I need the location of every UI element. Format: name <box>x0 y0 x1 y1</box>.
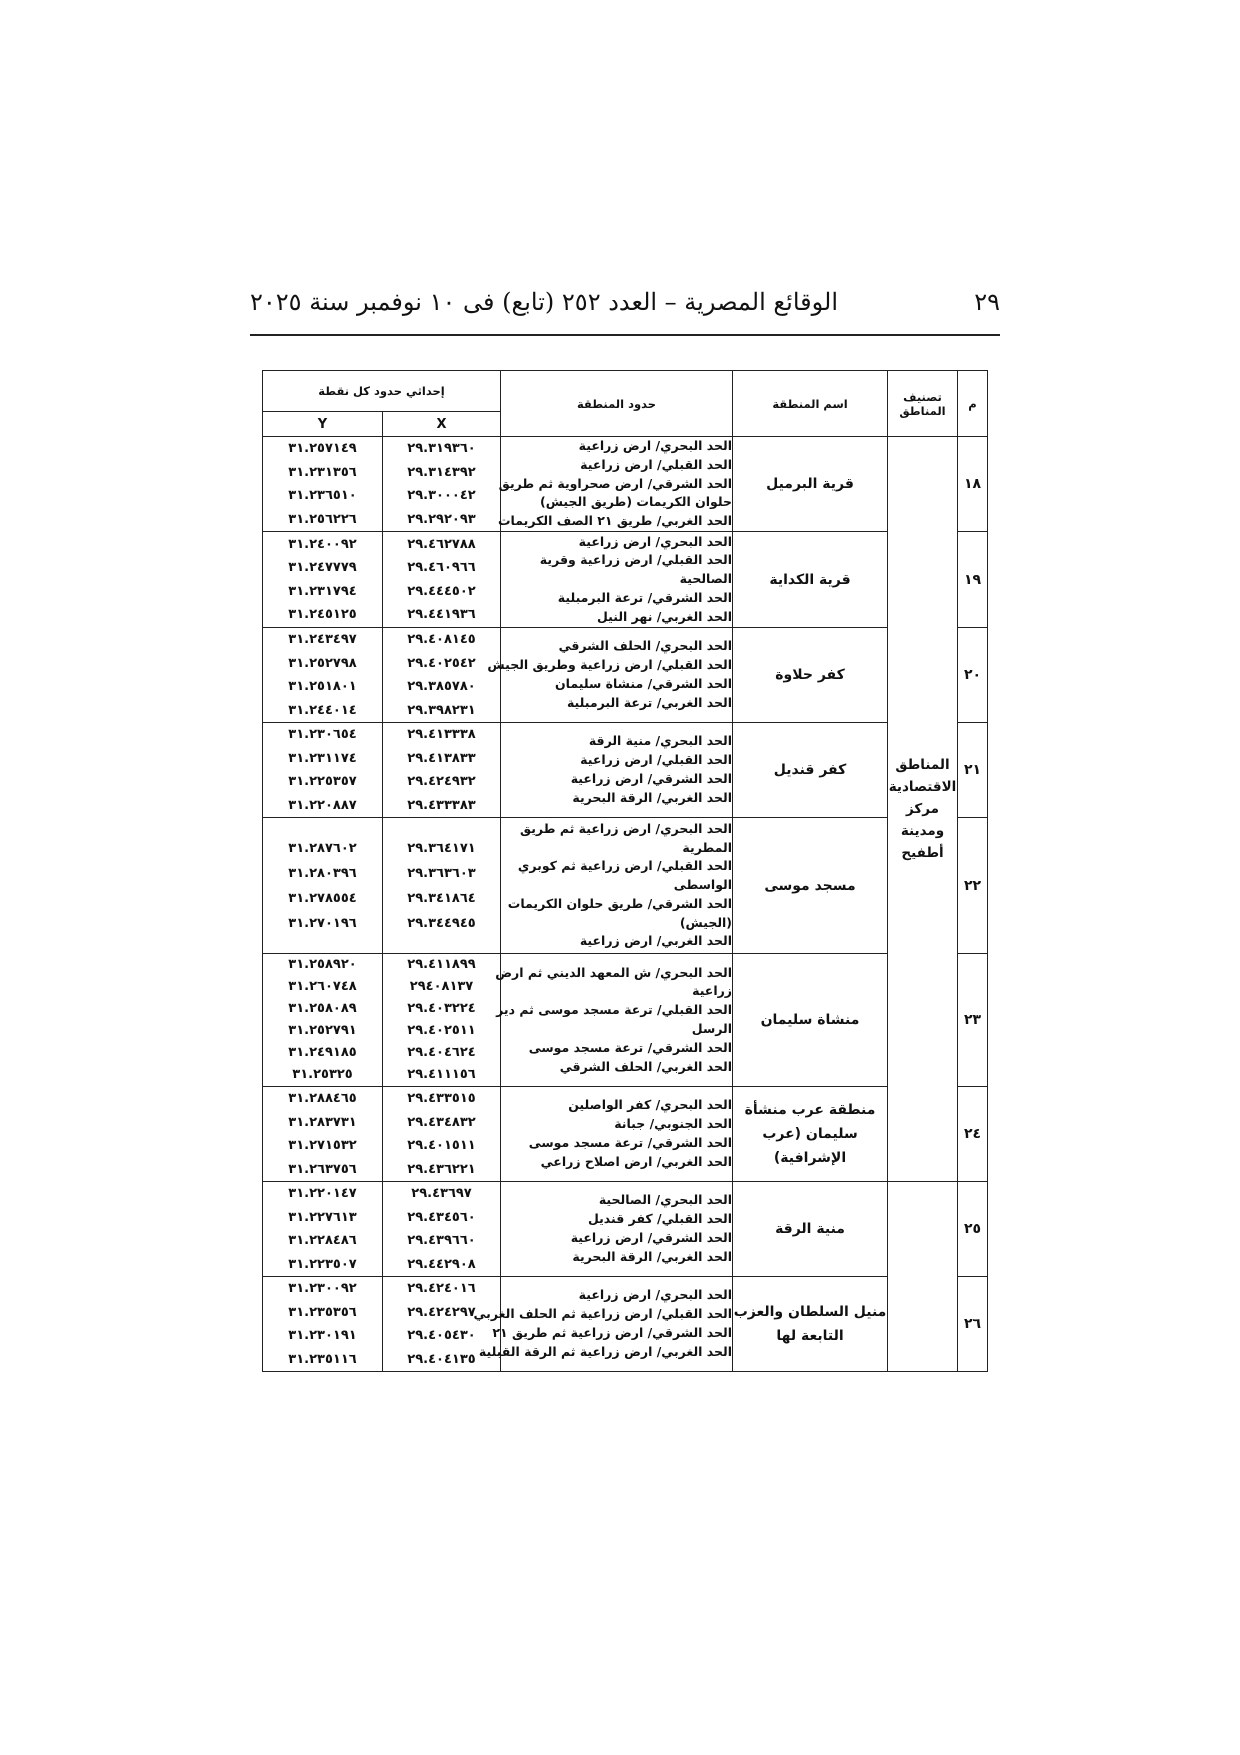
boundary-line: الحد الشرقي/ منشاة سليمان <box>555 676 733 691</box>
boundary-line: الحد القبلي/ ترعة مسجد موسى ثم دير <box>496 1002 733 1018</box>
header-coordinates: إحداثي حدود كل نقطة <box>263 371 501 412</box>
boundary-line: الحد البحري/ ارض زراعية <box>578 438 733 453</box>
area-name: منية الرقة <box>733 1182 888 1277</box>
y-value: ٣١.٢٥١٨٠١ <box>288 679 357 694</box>
table-body <box>263 437 988 1372</box>
boundary-line: الحد البحري/ منية الرقة <box>588 733 733 749</box>
row-number: ٢٥ <box>958 1182 988 1277</box>
x-value: ٢٩.٤٣٣٥١٥ <box>407 1091 476 1106</box>
boundary-line: حلوان الكريمات (طريق الجيش) <box>540 494 733 510</box>
table-row <box>263 437 988 532</box>
header-area-name: اسم المنطقة <box>733 371 888 437</box>
boundary-line: الحد البحري/ ارض زراعية <box>578 1287 733 1303</box>
boundary-line: الحد الشرقي/ ترعة مسجد موسى <box>528 1135 733 1150</box>
x-value: ٢٩.٤٣٦٩٧ <box>411 1186 472 1201</box>
x-value: ٢٩.٤٦٠٩٦٦ <box>407 560 476 575</box>
boundary-line: الحد الغربي/ ترعة البرمبلية <box>566 694 733 710</box>
x-value: ٢٩.٤٠٢٥٤٢ <box>407 655 476 671</box>
x-coordinates <box>383 1087 501 1182</box>
page-header <box>250 282 1000 322</box>
y-value: ٣١.٢٢٠١٤٧ <box>288 1186 357 1201</box>
y-value: ٣١.٢٢٧٦١٣ <box>288 1209 357 1225</box>
header-x: X <box>383 412 501 437</box>
y-value: ٣١.٢٣١١٧٤ <box>288 750 357 766</box>
row-number: ٢٢ <box>958 818 988 954</box>
boundary-line: الحد الشرقي/ ترعة البرمبلية <box>557 589 733 605</box>
table-row <box>263 954 988 1087</box>
x-value: ٢٩.٣٤٤٩٤٥ <box>407 915 476 931</box>
row-number: ١٩ <box>958 532 988 628</box>
x-coordinates <box>383 818 501 954</box>
classification-text: المناطق الاقتصادية مركز ومدينة أطفيح <box>888 757 957 861</box>
x-value: ٢٩.٤٦٢٧٨٨ <box>407 536 476 552</box>
y-value: ٣١.٢٧١٥٣٢ <box>288 1138 357 1153</box>
y-coordinates <box>263 532 383 628</box>
y-coordinates <box>263 1277 383 1372</box>
x-value: ٢٩.٤٣٤٨٣٢ <box>407 1114 476 1130</box>
x-value: ٢٩.٤٣٣٣٨٣ <box>407 797 476 813</box>
row-number: ٢٤ <box>958 1087 988 1182</box>
x-value: ٢٩.٤٠٤١٣٥ <box>407 1351 476 1367</box>
x-value: ٢٩.٣١٩٣٦٠ <box>407 441 476 456</box>
area-name: كفر قنديل <box>733 723 888 818</box>
table-row <box>263 628 988 723</box>
y-value: ٣١.٢٣٥١١٦ <box>288 1351 357 1367</box>
area-name: قرية البرميل <box>733 437 888 532</box>
area-name: قرية الكداية <box>733 532 888 628</box>
boundary-line: الحد الغربي/ ارض زراعية <box>579 933 733 949</box>
boundaries-table <box>262 370 988 1372</box>
x-value: ٢٩.٤٤١٩٣٦ <box>407 607 476 622</box>
x-value: ٢٩.٤٠٤٦٢٤ <box>407 1045 476 1060</box>
y-value: ٣١.٢٨٣٧٣١ <box>288 1114 357 1130</box>
y-value: ٣١.٢٢٠٨٨٧ <box>288 797 357 813</box>
area-boundaries <box>473 1277 733 1372</box>
row-number: ٢٠ <box>958 628 988 723</box>
header-divider <box>250 334 1000 336</box>
y-value: ٣١.٢٥٢٧٩٨ <box>288 655 357 671</box>
area-boundaries <box>501 1087 733 1182</box>
area-boundaries <box>498 437 733 532</box>
area-name: مسجد موسى <box>733 818 888 954</box>
x-value: ٢٩.٤١١١٥٦ <box>407 1067 476 1082</box>
header-y: Y <box>263 412 383 437</box>
boundary-line: الرسل <box>691 1021 733 1036</box>
y-value: ٣١.٢٥٨٩٢٠ <box>288 957 357 972</box>
x-value: ٢٩.٤٣٤٥٦٠ <box>407 1209 476 1225</box>
boundary-line: الحد الغربي/ ارض زراعية ثم الرقة القبلية <box>478 1343 733 1359</box>
y-value: ٣١.٢٨٠٣٩٦ <box>288 865 357 881</box>
x-value: ٢٩.٣٩٨٢٣١ <box>407 702 476 718</box>
boundary-line: الحد البحري/ الحلف الشرقي <box>558 638 733 654</box>
row-number: ٢١ <box>958 723 988 818</box>
table-row <box>263 723 988 818</box>
y-value: ٣١.٢٦٠٧٤٨ <box>288 979 357 994</box>
y-value: ٣١.٢٢٣٥٠٧ <box>288 1256 357 1272</box>
y-value: ٣١.٢٢٥٣٥٧ <box>288 774 357 789</box>
table-row <box>263 1087 988 1182</box>
gazette-title: الوقائع المصرية – العدد ٢٥٢ (تابع) فى ١٠ نوفمبر سنة ٢٠٢٥ <box>250 288 839 316</box>
boundary-line: الحد الجنوبي/ جبانة <box>614 1116 733 1132</box>
y-value: ٣١.٢٣٥٣٥٦ <box>288 1304 357 1320</box>
boundary-line: الحد القبلي/ ارض زراعية ثم الحلف الغربي <box>473 1306 733 1322</box>
x-value: ٢٩.٤٠٨١٤٥ <box>407 632 476 647</box>
boundary-line: الحد الغربي/ طريق ٢١ الصف الكريمات <box>498 513 733 529</box>
y-value: ٣١.٢٥٢٧٩١ <box>288 1023 357 1038</box>
area-boundaries <box>501 532 733 628</box>
boundary-line: الحد الغربي/ الرقة البحرية <box>572 1248 733 1264</box>
x-coordinates <box>383 437 501 532</box>
boundary-line: الحد الشرقي/ ارض زراعية ثم طريق ٢١ <box>492 1325 733 1340</box>
boundary-line: زراعية <box>692 983 733 999</box>
row-number: ٢٦ <box>958 1277 988 1372</box>
x-value: ٢٩٤٠٨١٣٧ <box>409 979 474 994</box>
boundary-line: الحد القبلي/ ارض زراعية <box>580 456 733 472</box>
table-row <box>263 532 988 628</box>
y-coordinates <box>263 723 383 818</box>
y-value: ٣١.٢٣٠٦٥٤ <box>288 727 357 742</box>
boundary-line: الحد القبلي/ ارض زراعية ثم كوبري <box>517 858 733 874</box>
y-value: ٣١.٢٤٧٧٧٩ <box>288 560 357 575</box>
boundary-line: الحد الغربي/ نهر النيل <box>596 608 733 624</box>
boundary-line: (الجيش) <box>679 914 733 930</box>
table-row <box>263 1182 988 1277</box>
x-value: ٢٩.٢٩٢٠٩٣ <box>407 511 476 527</box>
x-value: ٢٩.٤٢٤٩٣٢ <box>407 774 476 789</box>
x-value: ٢٩.٣٦٤١٧١ <box>407 840 476 856</box>
boundary-line: المطرية <box>682 839 733 855</box>
y-value: ٣١.٢٤٤٠١٤ <box>288 702 357 718</box>
y-coordinates <box>263 437 383 532</box>
page-number: ٢٩ <box>974 288 1000 316</box>
x-value: ٢٩.٣٤١٨٦٤ <box>407 890 476 906</box>
boundary-line: الحد الشرقي/ ارض زراعية <box>570 771 733 786</box>
x-value: ٢٩.٣٨٥٧٨٠ <box>407 679 476 694</box>
y-value: ٣١.٢٢٨٤٨٦ <box>288 1233 357 1248</box>
y-value: ٣١.٢٣٠٠٩٢ <box>288 1281 357 1296</box>
y-value: ٣١.٢٤٣٤٩٧ <box>288 632 357 647</box>
y-value: ٣١.٢٤٩١٨٥ <box>288 1045 357 1060</box>
x-value: ٢٩.٤٤٤٥٠٢ <box>407 583 476 599</box>
y-coordinates <box>263 1182 383 1277</box>
x-value: ٢٩.٤٢٤٢٩٧ <box>407 1304 476 1320</box>
x-value: ٢٩.٤٠١٥١١ <box>407 1138 476 1153</box>
table-row <box>263 818 988 954</box>
x-value: ٢٩.٤١٣٣٣٨ <box>407 727 476 742</box>
y-value: ٣١.٢٣٠١٩١ <box>288 1328 357 1343</box>
y-coordinates <box>263 954 383 1087</box>
y-value: ٣١.٢٥٨٠٨٩ <box>288 1001 357 1016</box>
area-name: منشاة سليمان <box>733 954 888 1087</box>
header-boundaries: حدود المنطقة <box>501 371 733 437</box>
area-boundaries <box>501 723 733 818</box>
row-number: ١٨ <box>958 437 988 532</box>
area-name: منطقة عرب منشأة سليمان (عرب الإشرافية) <box>733 1087 888 1182</box>
x-coordinates <box>383 628 501 723</box>
boundary-line: الحد القبلي/ ارض زراعية وطريق الجيش <box>487 657 733 673</box>
x-value: ٢٩.٤٢٤٠١٦ <box>407 1281 476 1296</box>
y-value: ٣١.٢٤٠٠٩٢ <box>288 536 357 552</box>
area-boundaries <box>501 1182 733 1277</box>
classification-cell <box>888 437 958 1182</box>
x-coordinates <box>383 954 501 1087</box>
table-row <box>263 1277 988 1372</box>
x-value: ٢٩.٤٠٥٤٣٠ <box>407 1328 476 1343</box>
classification-cell-empty <box>888 1182 958 1372</box>
boundary-line: الحد البحري/ كفر الواصلين <box>568 1097 733 1113</box>
header-classification: تصنيف المناطق <box>888 371 958 437</box>
boundary-line: الحد البحري/ ارض زراعية <box>578 533 733 549</box>
boundary-line: الحد الغربي/ ارض اصلاح زراعي <box>540 1153 733 1169</box>
x-value: ٢٩.٤٣٩٦٦٠ <box>407 1233 476 1248</box>
y-coordinates <box>263 628 383 723</box>
boundary-line: الحد الغربي/ الحلف الشرقي <box>559 1058 733 1074</box>
y-value: ٣١.٢٣١٣٥٦ <box>288 464 357 480</box>
x-coordinates <box>383 532 501 628</box>
x-value: ٢٩.٤٠٢٥١١ <box>407 1023 476 1038</box>
y-value: ٣١.٢٥٣٢٥ <box>292 1067 353 1082</box>
y-coordinates <box>263 1087 383 1182</box>
y-value: ٣١.٢٧٠١٩٦ <box>288 915 357 931</box>
area-name: منيل السلطان والعزب التابعة لها <box>733 1277 888 1372</box>
x-value: ٢٩.٤٠٣٢٢٤ <box>407 1001 476 1016</box>
y-value: ٣١.٢٥٦٢٢٦ <box>288 511 357 527</box>
x-value: ٢٩.٤١١٨٩٩ <box>407 957 476 972</box>
area-boundaries <box>487 628 733 723</box>
x-coordinates <box>383 723 501 818</box>
area-boundaries <box>501 818 733 954</box>
boundary-line: الحد الغربي/ الرقة البحرية <box>572 789 733 805</box>
boundary-line: الواسطى <box>673 877 733 893</box>
header-m: م <box>958 371 988 437</box>
x-value: ٢٩.٣١٤٣٩٢ <box>407 464 476 480</box>
boundary-line: الصالحية <box>679 571 733 587</box>
area-boundaries <box>495 954 733 1087</box>
x-value: ٢٩.٣٦٣٦٠٣ <box>407 865 476 881</box>
x-value: ٢٩.٣٠٠٠٤٢ <box>407 488 476 503</box>
x-value: ٢٩.٤٤٢٩٠٨ <box>407 1256 476 1272</box>
area-name: كفر حلاوة <box>733 628 888 723</box>
boundary-line: الحد البحري/ ارض زراعية ثم طريق <box>519 820 733 836</box>
y-value: ٣١.٢٥٧١٤٩ <box>288 441 357 456</box>
y-value: ٣١.٢٤٥١٢٥ <box>288 607 357 622</box>
y-value: ٣١.٢٣١٧٩٤ <box>288 583 357 599</box>
boundary-line: الحد البحري/ ش المعهد الديني ثم ارض <box>495 964 733 980</box>
boundary-line: الحد البحري/ الصالحية <box>598 1192 733 1208</box>
boundary-line: الحد الشرقي/ ترعة مسجد موسى <box>528 1039 733 1055</box>
x-value: ٢٩.٤١٣٨٣٣ <box>407 750 476 766</box>
y-value: ٣١.٢٦٣٧٥٦ <box>288 1161 357 1177</box>
x-coordinates <box>383 1182 501 1277</box>
boundary-line: الحد الشرقي/ طريق حلوان الكريمات <box>507 895 733 911</box>
boundary-line: الحد الشرقي/ ارض صحراوية ثم طريق <box>498 475 733 491</box>
boundary-line: الحد القبلي/ ارض زراعية <box>580 752 733 768</box>
boundary-line: الحد الشرقي/ ارض زراعية <box>570 1230 733 1245</box>
y-value: ٣١.٢٨٨٤٦٥ <box>288 1091 357 1106</box>
row-number: ٢٣ <box>958 954 988 1087</box>
y-value: ٣١.٢٣٦٥١٠ <box>288 488 357 503</box>
y-value: ٣١.٢٨٧٦٠٢ <box>288 840 357 856</box>
y-coordinates <box>263 818 383 954</box>
y-value: ٣١.٢٧٨٥٥٤ <box>288 890 357 906</box>
boundary-line: الحد القبلي/ كفر قنديل <box>587 1211 733 1227</box>
boundary-line: الحد القبلي/ ارض زراعية وقرية <box>539 552 733 568</box>
x-value: ٢٩.٤٣٦٢٢١ <box>407 1161 476 1177</box>
